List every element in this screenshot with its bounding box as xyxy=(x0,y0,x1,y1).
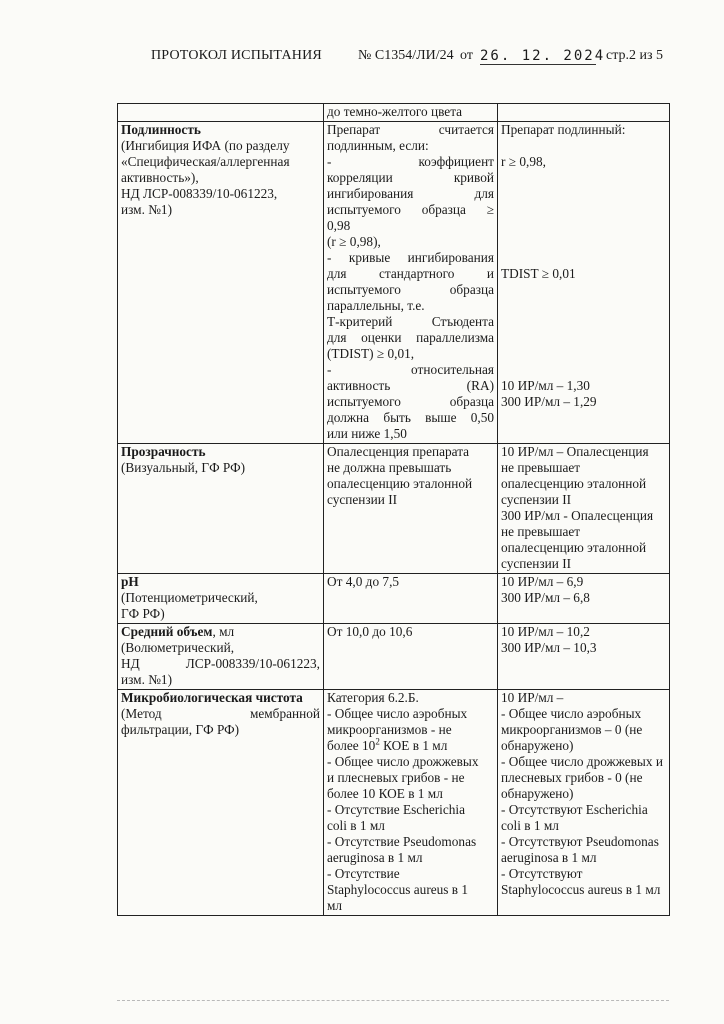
transparency-result-line: не превышает xyxy=(501,524,581,539)
authenticity-requirement-cell xyxy=(324,122,498,444)
page-bottom-divider xyxy=(117,1000,669,1001)
table-row-continuation xyxy=(118,104,670,122)
ph-result-cell xyxy=(498,574,670,624)
ph-requirement: От 4,0 до 7,5 xyxy=(327,574,400,589)
authenticity-req-line: для стандартного и xyxy=(327,266,494,281)
protocol-date: 26. 12. 2024 xyxy=(480,48,606,64)
micro-req-line: - Общее число дрожжевых xyxy=(327,754,479,769)
authenticity-method-line: НД ЛСР-008339/10-061223, xyxy=(121,186,278,201)
transparency-req-line: Опалесценция препарата xyxy=(327,444,470,459)
volume-title: Средний объем xyxy=(121,624,213,639)
transparency-req-line: не должна превышать xyxy=(327,460,452,475)
transparency-result-line: суспензии II xyxy=(501,556,572,571)
authenticity-req-line: должна быть выше 0,50 xyxy=(327,410,494,425)
authenticity-req-line: Препарат считается xyxy=(327,122,494,137)
authenticity-req-line: Т-критерий Стъюдента xyxy=(327,314,494,329)
micro-req-line: - Отсутствие Escherichia xyxy=(327,802,466,817)
authenticity-result-cell xyxy=(498,122,670,444)
table-row-authenticity xyxy=(118,122,670,444)
authenticity-req-line: или ниже 1,50 xyxy=(327,426,407,441)
micro-method-line: фильтрации, ГФ РФ) xyxy=(121,722,240,737)
transparency-title: Прозрачность xyxy=(121,444,206,459)
volume-result-cell xyxy=(498,624,670,690)
authenticity-method-line: активность»), xyxy=(121,170,199,185)
micro-result-line: - Общее число дрожжевых и xyxy=(501,754,663,769)
transparency-req-line: суспензии II xyxy=(327,492,398,507)
test-results-table xyxy=(117,103,670,916)
transparency-result-line: суспензии II xyxy=(501,492,572,507)
protocol-title: ПРОТОКОЛ ИСПЫТАНИЯ xyxy=(151,48,322,63)
micro-result-line: - Отсутствуют xyxy=(501,866,583,881)
micro-result-line: 10 ИР/мл – xyxy=(501,690,564,705)
micro-req-line: микроорганизмов - не xyxy=(327,722,452,737)
transparency-method: (Визуальный, ГФ РФ) xyxy=(121,460,246,475)
authenticity-req-line: подлинным, если: xyxy=(327,138,429,153)
transparency-result-line: опалесценцию эталонной xyxy=(501,476,647,491)
authenticity-req-line: 0,98 xyxy=(327,218,351,233)
micro-result-line: Staphylococcus aureus в 1 мл xyxy=(501,882,661,897)
volume-result-line: 10 ИР/мл – 10,2 xyxy=(501,624,590,639)
table-row-transparency xyxy=(118,444,670,574)
micro-req-line: мл xyxy=(327,898,343,913)
protocol-number: № С1354/ЛИ/24 xyxy=(358,48,454,63)
micro-result-line: - Отсутствуют Escherichia xyxy=(501,802,648,817)
volume-method-line: изм. №1) xyxy=(121,672,173,687)
ph-result-line: 300 ИР/мл – 6,8 xyxy=(501,590,590,605)
volume-result-line: 300 ИР/мл – 10,3 xyxy=(501,640,597,655)
micro-req-line: aeruginosa в 1 мл xyxy=(327,850,423,865)
micro-result-line: микроорганизмов – 0 (не xyxy=(501,722,643,737)
transparency-parameter-cell xyxy=(118,444,324,574)
micro-result-line: aeruginosa в 1 мл xyxy=(501,850,597,865)
micro-result-line: - Общее число аэробных xyxy=(501,706,642,721)
authenticity-method-line: изм. №1) xyxy=(121,202,173,217)
continuation-text: до темно-желтого цвета xyxy=(324,104,498,122)
table-row-volume xyxy=(118,624,670,690)
page-header xyxy=(0,48,724,72)
authenticity-method-line: (Ингибиция ИФА (по разделу xyxy=(121,138,290,153)
page-indicator: стр.2 из 5 xyxy=(606,48,664,63)
date-label: от xyxy=(460,48,473,63)
micro-req-exponent: 2 xyxy=(375,736,380,747)
transparency-result-line: 300 ИР/мл - Опалесценция xyxy=(501,508,654,523)
micro-req-line: Категория 6.2.Б. xyxy=(327,690,419,705)
authenticity-title: Подлинность xyxy=(121,122,201,137)
micro-title: Микробиологическая чистота xyxy=(121,690,303,705)
ph-title: рН xyxy=(121,574,139,589)
micro-req-line: - Отсутствие xyxy=(327,866,400,881)
authenticity-result-r: r ≥ 0,98, xyxy=(501,154,546,169)
table-row-ph xyxy=(118,574,670,624)
transparency-result-line: не превышает xyxy=(501,460,581,475)
ph-method-line: ГФ РФ) xyxy=(121,606,165,621)
ph-parameter-cell xyxy=(118,574,324,624)
transparency-result-line: опалесценцию эталонной xyxy=(501,540,647,555)
authenticity-req-line: испытуемого образца ≥ xyxy=(327,202,494,217)
table-row-microbiology xyxy=(118,690,670,916)
volume-requirement-cell xyxy=(324,624,498,690)
transparency-req-line: опалесценцию эталонной xyxy=(327,476,473,491)
volume-method-line: НД ЛСР-008339/10-061223, xyxy=(121,656,320,671)
transparency-result-cell xyxy=(498,444,670,574)
micro-requirement-cell xyxy=(324,690,498,916)
micro-req-line: coli в 1 мл xyxy=(327,818,385,833)
volume-method-line: (Волюметрический, xyxy=(121,640,235,655)
authenticity-req-line: параллельны, т.е. xyxy=(327,298,425,313)
authenticity-req-line: испытуемого образца xyxy=(327,394,494,409)
volume-requirement: От 10,0 до 10,6 xyxy=(327,624,413,639)
micro-req-line: и плесневых грибов - не xyxy=(327,770,465,785)
micro-req-line: более 10 xyxy=(327,738,376,753)
micro-parameter-cell xyxy=(118,690,324,916)
micro-req-line: Staphylococcus aureus в 1 xyxy=(327,882,469,897)
transparency-requirement-cell xyxy=(324,444,498,574)
micro-req-line: - Общее число аэробных xyxy=(327,706,468,721)
micro-req-unit: КОЕ в 1 мл xyxy=(379,738,448,753)
micro-req-line: более 10 КОЕ в 1 мл xyxy=(327,786,443,801)
micro-result-line: coli в 1 мл xyxy=(501,818,559,833)
ph-method-line: (Потенциометрический, xyxy=(121,590,258,605)
authenticity-req-line: - коэффициент xyxy=(327,154,494,169)
authenticity-req-line: активность (RA) xyxy=(327,378,494,393)
micro-req-line: - Отсутствие Pseudomonas xyxy=(327,834,477,849)
authenticity-method-line: «Специфическая/аллергенная xyxy=(121,154,290,169)
authenticity-req-line: - кривые ингибирования xyxy=(327,250,494,265)
authenticity-result-ra-10: 10 ИР/мл – 1,30 xyxy=(501,378,590,393)
authenticity-result-tdist: TDIST ≥ 0,01 xyxy=(501,266,576,281)
micro-method-line: (Метод мембранной xyxy=(121,706,320,721)
ph-requirement-cell xyxy=(324,574,498,624)
transparency-result-line: 10 ИР/мл – Опалесценция xyxy=(501,444,649,459)
micro-result-line: обнаружено) xyxy=(501,738,574,753)
authenticity-parameter-cell xyxy=(118,122,324,444)
authenticity-req-line: (TDIST) ≥ 0,01, xyxy=(327,346,415,361)
authenticity-result-summary: Препарат подлинный: xyxy=(501,122,626,137)
authenticity-req-line: - относительная xyxy=(327,362,494,377)
micro-result-cell xyxy=(498,690,670,916)
continuation-empty-1 xyxy=(118,104,324,122)
volume-unit: , мл xyxy=(212,624,235,639)
authenticity-req-line: ингибирования для xyxy=(327,186,494,201)
continuation-empty-3 xyxy=(498,104,670,122)
authenticity-req-line: корреляции кривой xyxy=(327,170,494,185)
authenticity-result-ra-300: 300 ИР/мл – 1,29 xyxy=(501,394,597,409)
micro-result-line: плесневых грибов - 0 (не xyxy=(501,770,643,785)
authenticity-req-line: (r ≥ 0,98), xyxy=(327,234,381,249)
authenticity-req-line: испытуемого образца xyxy=(327,282,494,297)
authenticity-req-line: для оценки параллелизма xyxy=(327,330,494,345)
ph-result-line: 10 ИР/мл – 6,9 xyxy=(501,574,584,589)
micro-result-line: обнаружено) xyxy=(501,786,574,801)
micro-result-line: - Отсутствуют Pseudomonas xyxy=(501,834,659,849)
volume-parameter-cell xyxy=(118,624,324,690)
